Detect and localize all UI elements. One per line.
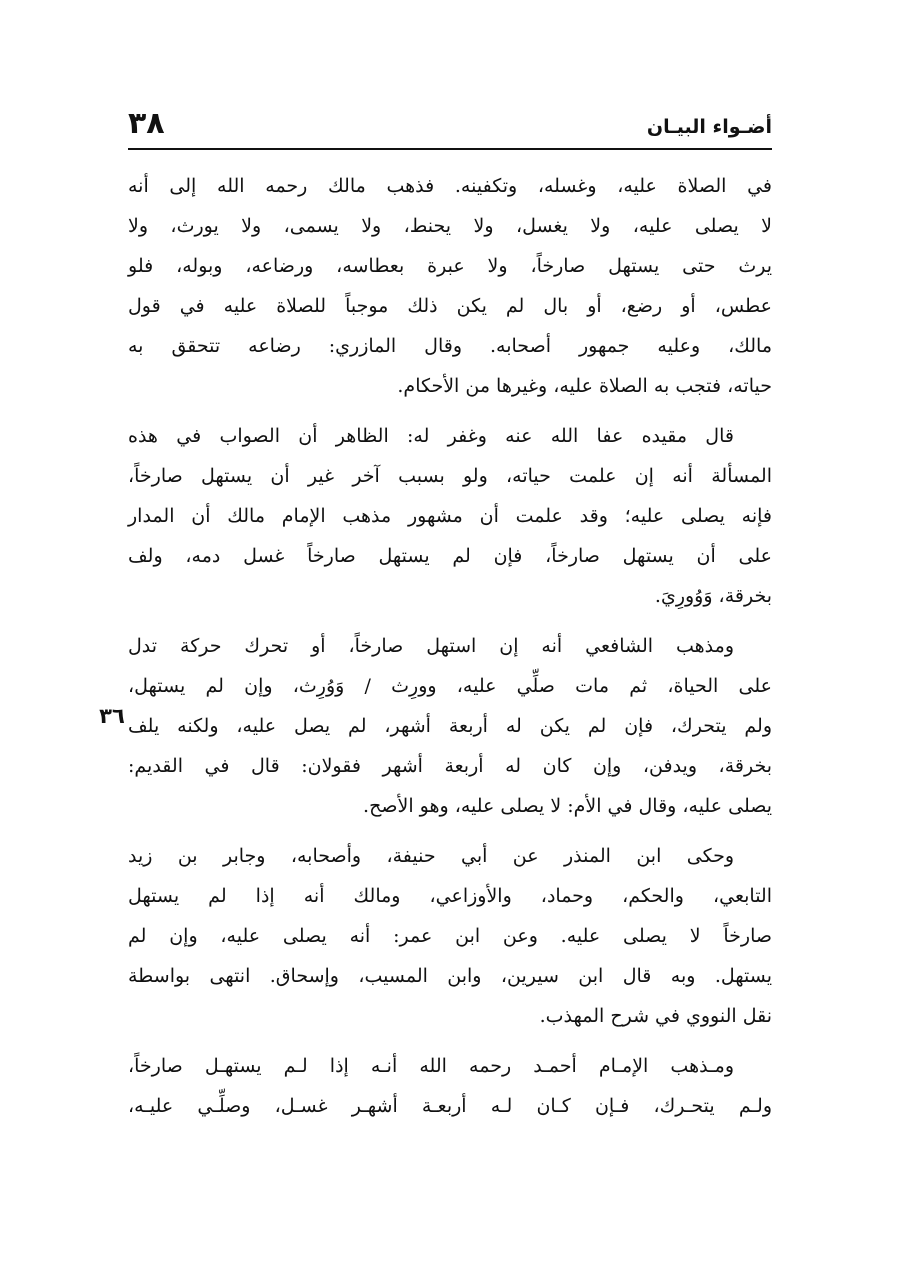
text-line: يرث حتى يستهل صارخاً، ولا عبرة بعطاسه، ورضاعه، وبوله، فلو: [128, 255, 772, 277]
text-line: ولم يتحرك، فإن لم يكن له أربعة أشهر، لم يصل عليه، ولكنه يلف: [128, 715, 772, 737]
paragraph: [128, 166, 772, 406]
page-header: [128, 100, 772, 150]
page-number: ٣٨: [128, 106, 165, 141]
text-line: التابعي، والحكم، وحماد، والأوزاعي، ومالك أنه إذا لم يستهل: [128, 885, 772, 907]
body-text: [128, 166, 772, 1126]
text-line: ومـذهب الإمـام أحمـد رحمه الله أنـه إذا لـم يستهـل صارخاً،: [128, 1055, 734, 1077]
text-line: ومذهب الشافعي أنه إن استهل صارخاً، أو تحرك حركة تدل: [128, 635, 734, 657]
paragraph-gap: [128, 616, 772, 626]
text-line: قال مقيده عفا الله عنه وغفر له: الظاهر أن الصواب في هذه: [128, 425, 734, 447]
text-line: نقل النووي في شرح المهذب.: [539, 1005, 772, 1027]
paragraph: [128, 626, 772, 826]
paragraph: [128, 836, 772, 1036]
running-title: أضـواء البيـان: [646, 116, 772, 138]
paragraph-gap: [128, 406, 772, 416]
paragraph-gap: [128, 1036, 772, 1046]
text-line: لا يصلى عليه، ولا يغسل، ولا يحنط، ولا يسمى، ولا يورث، ولا: [128, 215, 772, 237]
text-line: يستهل. وبه قال ابن سيرين، وابن المسيب، وإسحاق. انتهى بواسطة: [128, 965, 772, 987]
text-line: وحكى ابن المنذر عن أبي حنيفة، وأصحابه، وجابر بن زيد: [128, 845, 734, 867]
text-line: بخرقة، وَوُورِيَ.: [654, 585, 772, 607]
text-line: على الحياة، ثم مات صلِّي عليه، وورِث / وَوُرِث، وإن لم يستهل،: [128, 675, 772, 697]
text-line: في الصلاة عليه، وغسله، وتكفينه. فذهب مالك رحمه الله إلى أنه: [128, 175, 772, 197]
text-line: على أن يستهل صارخاً، فإن لم يستهل صارخاً غسل دمه، ولف: [128, 545, 772, 567]
text-line: صارخاً لا يصلى عليه. وعن ابن عمر: أنه يصلى عليه، وإن لم: [128, 925, 772, 947]
text-line: عطس، أو رضع، أو بال لم يكن ذلك موجباً للصلاة عليه في قول: [128, 295, 772, 317]
paragraph: [128, 1046, 772, 1126]
text-line: ولـم يتحـرك، فـإن كـان لـه أربعـة أشهـر غسـل، وصلِّـي عليـه،: [128, 1095, 772, 1117]
original-page-marker: ٣٦: [99, 704, 125, 728]
text-line: المسألة أنه إن علمت حياته، ولو بسبب آخر غير أن يستهل صارخاً،: [128, 465, 772, 487]
text-line: فإنه يصلى عليه؛ وقد علمت أن مشهور مذهب الإمام مالك أن المدار: [128, 505, 772, 527]
text-line: حياته، فتجب به الصلاة عليه، وغيرها من الأحكام.: [397, 375, 772, 397]
text-line: بخرقة، ويدفن، وإن كان له أربعة أشهر فقولان: قال في القديم:: [128, 755, 772, 777]
text-line: يصلى عليه، وقال في الأم: لا يصلى عليه، وهو الأصح.: [363, 795, 772, 817]
header-rule: [128, 148, 772, 150]
text-line: مالك، وعليه جمهور أصحابه. وقال المازري: رضاعه تتحقق به: [128, 335, 772, 357]
paragraph: [128, 416, 772, 616]
paragraph-gap: [128, 826, 772, 836]
